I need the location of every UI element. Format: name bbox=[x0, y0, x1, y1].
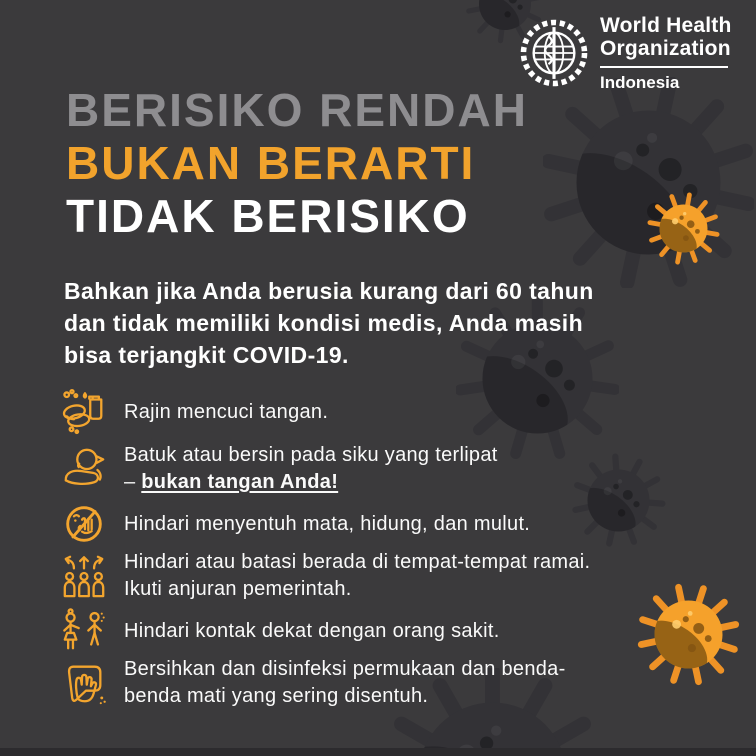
tip-avoid-sick-contact bbox=[58, 607, 718, 655]
tip-cough-elbow bbox=[58, 442, 718, 496]
intro-paragraph bbox=[64, 275, 594, 371]
tip-avoid-crowds bbox=[58, 549, 718, 603]
who-title-line1: World Health bbox=[600, 14, 732, 37]
headline-line1: BERISIKO RENDAH bbox=[66, 84, 528, 136]
tip-text: Hindari atau batasi berada di tempat-tempat ramai. Ikuti anjuran pemerintah. bbox=[124, 551, 591, 600]
intro-line: Bahkan jika Anda berusia kurang dari 60 tahun bbox=[64, 278, 594, 304]
tips-list bbox=[58, 388, 718, 710]
tip-text: Hindari menyentuh mata, hidung, dan mulut. bbox=[124, 512, 531, 535]
tip-wash-hands bbox=[58, 388, 718, 436]
tip-emphasis: bukan tangan Anda! bbox=[141, 471, 339, 493]
logo-divider bbox=[600, 66, 728, 68]
who-title-line2: Organization bbox=[600, 37, 731, 60]
intro-line: dan tidak memiliki kondisi medis, Anda masih bbox=[64, 310, 584, 336]
clean-surfaces-icon bbox=[58, 659, 110, 707]
tip-clean-surfaces bbox=[58, 656, 718, 710]
headline-line2: BUKAN BERARTI bbox=[66, 137, 476, 189]
intro-line: bisa terjangkit COVID-19. bbox=[64, 342, 349, 368]
avoid-crowds-icon bbox=[58, 552, 110, 600]
who-logo bbox=[517, 14, 732, 93]
tip-text: Hindari kontak dekat dengan orang sakit. bbox=[124, 619, 500, 642]
headline-line3: TIDAK BERISIKO bbox=[66, 190, 470, 242]
no-touch-face-icon bbox=[58, 500, 110, 548]
dash-prefix: – bbox=[124, 471, 142, 493]
avoid-sick-contact-icon bbox=[58, 607, 110, 655]
footer-bar bbox=[0, 748, 756, 756]
tip-no-touch-face bbox=[58, 500, 718, 548]
headline bbox=[66, 84, 528, 243]
tip-text: Batuk atau bersin pada siku yang terlipat – bukan tangan Anda! bbox=[124, 444, 498, 493]
wash-hands-icon bbox=[58, 388, 110, 436]
who-region: Indonesia bbox=[600, 73, 680, 92]
tip-text: Bersihkan dan disinfeksi permukaan dan benda- benda mati yang sering disentuh. bbox=[124, 658, 566, 707]
tip-text: Rajin mencuci tangan. bbox=[124, 400, 329, 423]
who-emblem-icon bbox=[517, 16, 591, 90]
cough-into-elbow-icon bbox=[58, 445, 110, 493]
